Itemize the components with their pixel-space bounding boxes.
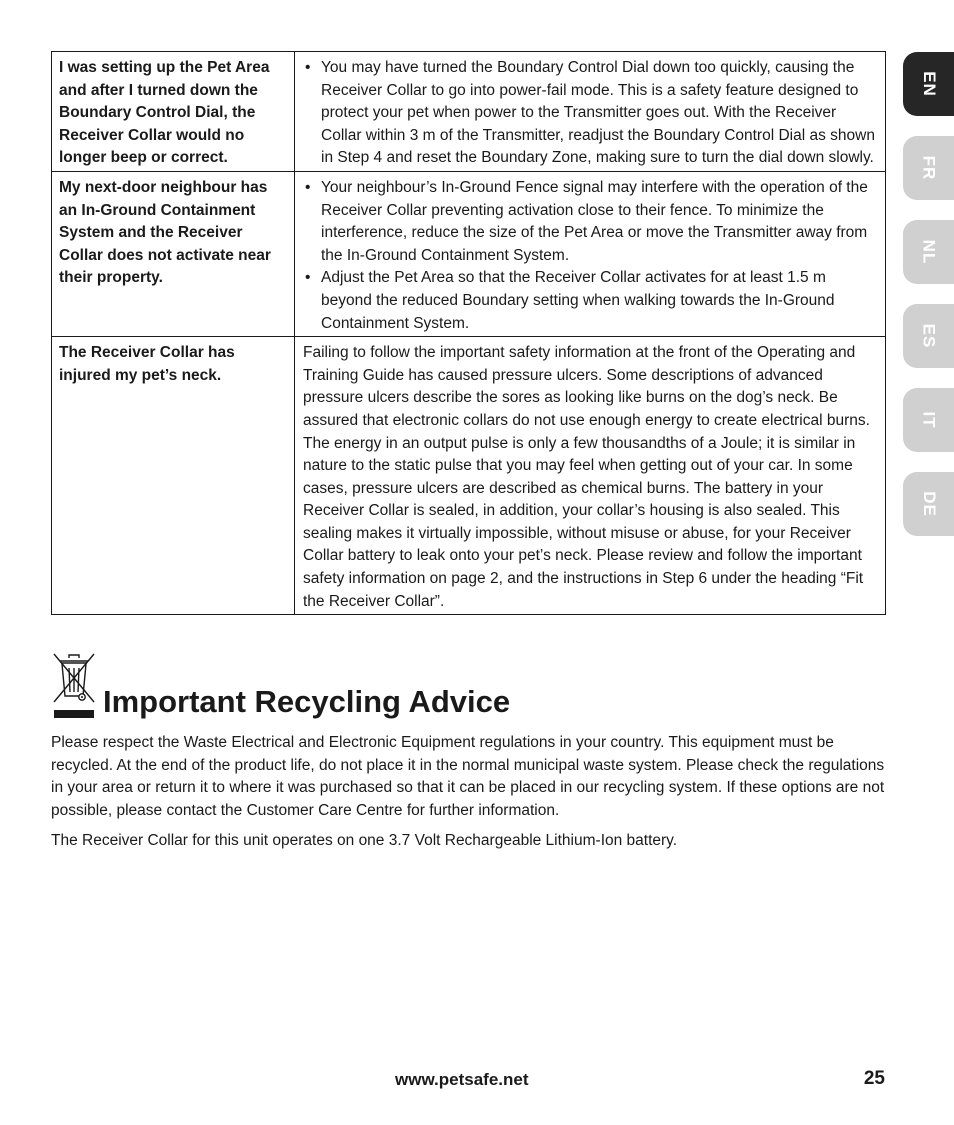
solution-cell xyxy=(295,171,886,336)
tab-label: FR xyxy=(919,155,939,181)
troubleshooting-table xyxy=(51,51,886,615)
battery-paragraph: The Receiver Collar for this unit operates on one 3.7 Volt Rechargeable Lithium-Ion battery. xyxy=(51,832,678,849)
page-number: 25 xyxy=(863,1068,885,1089)
problem-cell: My next-door neighbour has an In-Ground Containment System and the Receiver Collar does not activate near their property. xyxy=(52,171,295,336)
table-row xyxy=(52,337,886,615)
language-tabs xyxy=(903,52,954,556)
tab-it[interactable] xyxy=(903,388,954,452)
weee-crossed-bin-icon xyxy=(52,652,96,720)
solution-bullet: • Your neighbour’s In-Ground Fence signal may interfere with the operation of the Receiver Collar preventing activation close to their fence. To minimize the interference, reduce the size of the Pet Area or move the Transmitter away from the In-Ground Containment System. xyxy=(303,177,877,267)
tab-de[interactable] xyxy=(903,472,954,536)
solution-cell: Failing to follow the important safety information at the front of the Operating and Training Guide has caused pressure ulcers. Some descriptions of advanced pressure ulcers describe the sores as looking like burns on the dog’s neck. Be assured that electronic collars do not use enough energy to create electrical burns. The energy in an output pulse is only a few thousandths of a Joule; it is similar in nature to the static pulse that you may feel when getting out of your car. In some cases, pressure ulcers are described as chemical burns. The battery in your Receiver Collar is sealed, in addition, your collar’s housing is also sealed. This sealing makes it virtually impossible, without misuse or abuse, for your Receiver Collar battery to leak onto your pet’s neck. Please review and follow the important safety information on page 2, and the instructions in Step 6 under the heading “Fit the Receiver Collar”. xyxy=(295,337,886,615)
table-row xyxy=(52,171,886,336)
tab-label: DE xyxy=(919,491,939,517)
recycling-paragraph: Please respect the Waste Electrical and Electronic Equipment regulations in your country. This equipment must be recycled. At the end of the product life, do not place it in the normal municipal waste system. Please check the regulations in your area or return it to where it was purchased so that it can be placed in our recycling system. If these options are not possible, please contact the Customer Care Centre for further information. xyxy=(51,734,885,819)
footer-url[interactable]: www.petsafe.net xyxy=(395,1070,529,1089)
solution-bullet: • You may have turned the Boundary Control Dial down too quickly, causing the Receiver Collar to go into power-fail mode. This is a safety feature designed to protect your pet when power to the Transmitter goes out. With the Receiver Collar within 3 m of the Transmitter, readjust the Boundary Control Dial as shown in Step 4 and reset the Boundary Zone, making sure to turn the dial down slowly. xyxy=(303,57,877,170)
problem-cell: I was setting up the Pet Area and after I turned down the Boundary Control Dial, the Receiver Collar would no longer beep or correct. xyxy=(52,52,295,172)
solution-bullet: • Adjust the Pet Area so that the Receiver Collar activates for at least 1.5 m beyond the reduced Boundary setting when walking towards the In-Ground Containment System. xyxy=(303,267,877,335)
table-row xyxy=(52,52,886,172)
solution-cell xyxy=(295,52,886,172)
tab-es[interactable] xyxy=(903,304,954,368)
tab-nl[interactable] xyxy=(903,220,954,284)
tab-label: NL xyxy=(919,239,939,265)
tab-label: EN xyxy=(919,71,939,97)
solution-list xyxy=(303,57,877,170)
tab-fr[interactable] xyxy=(903,136,954,200)
solution-list xyxy=(303,177,877,335)
tab-label: ES xyxy=(919,323,939,349)
problem-cell: The Receiver Collar has injured my pet’s neck. xyxy=(52,337,295,615)
section-title: Important Recycling Advice xyxy=(103,684,511,719)
tab-label: IT xyxy=(919,411,939,429)
tab-en[interactable] xyxy=(903,52,954,116)
